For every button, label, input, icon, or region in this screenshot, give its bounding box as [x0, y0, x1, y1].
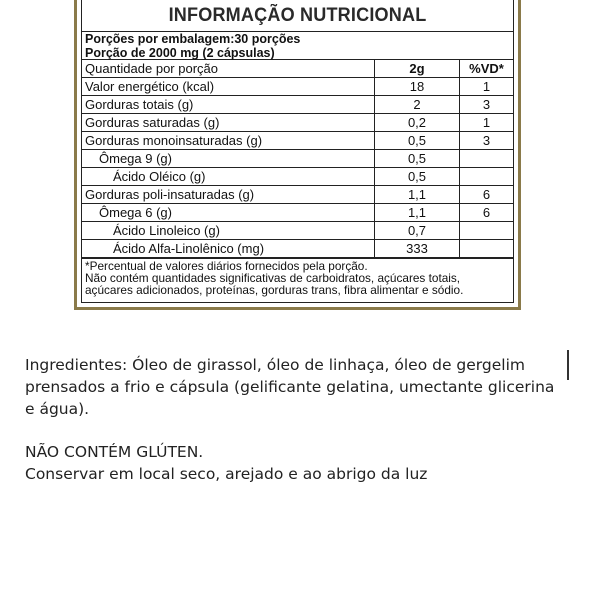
footnote-not-significant-2: açúcares adicionados, proteínas, gorduras trans, fibra alimentar e sódio. — [85, 283, 464, 297]
nutrient-name: Gorduras saturadas (g) — [82, 114, 375, 132]
table-row — [82, 132, 513, 150]
table-row — [82, 168, 513, 186]
table-row — [82, 240, 513, 258]
header-quantity: Quantidade por porção — [82, 60, 375, 78]
nutrient-vd: 3 — [460, 96, 514, 114]
nutrition-table — [82, 59, 513, 258]
nutrient-amount: 18 — [375, 78, 460, 96]
nutrient-name: Valor energético (kcal) — [82, 78, 375, 96]
nutrient-name: Ácido Oléico (g) — [82, 168, 375, 186]
nutrient-name: Gorduras poli-insaturadas (g) — [82, 186, 375, 204]
table-row — [82, 96, 513, 114]
nutrient-name: Ácido Alfa-Linolênico (mg) — [82, 240, 375, 258]
footnote-vd: *Percentual de valores diários fornecidos pela porção. — [85, 259, 368, 273]
serving-info — [82, 31, 513, 59]
nutrient-amount: 1,1 — [375, 204, 460, 222]
nutrient-name: Gorduras totais (g) — [82, 96, 375, 114]
nutrient-amount: 2 — [375, 96, 460, 114]
header-vd: %VD* — [460, 60, 514, 78]
table-row — [82, 222, 513, 240]
table-row — [82, 204, 513, 222]
nutrient-vd: 1 — [460, 78, 514, 96]
nutrient-vd: 6 — [460, 186, 514, 204]
table-row — [82, 114, 513, 132]
ingredients-text: Ingredientes: Óleo de girassol, óleo de linhaça, óleo de gergelim prensados a frio e cápsula (gelificante gelatina, umectante glicerina e água). — [25, 356, 555, 418]
nutrition-label — [74, 0, 521, 310]
nutrient-amount: 333 — [375, 240, 460, 258]
nutrient-amount: 1,1 — [375, 186, 460, 204]
table-row — [82, 186, 513, 204]
nutrition-label-inner — [81, 0, 514, 303]
text-cursor — [567, 350, 569, 380]
nutrient-amount: 0,5 — [375, 168, 460, 186]
nutrient-name: Ácido Linoleico (g) — [82, 222, 375, 240]
gluten-notice: NÃO CONTÉM GLÚTEN. — [25, 443, 204, 461]
nutrient-vd — [460, 222, 514, 240]
nutrient-amount: 0,5 — [375, 132, 460, 150]
nutrient-vd — [460, 168, 514, 186]
servings-per-package: Porções por embalagem:30 porções — [85, 32, 301, 46]
nutrient-name: Ômega 6 (g) — [82, 204, 375, 222]
nutrient-vd — [460, 240, 514, 258]
nutrient-name: Gorduras monoinsaturadas (g) — [82, 132, 375, 150]
header-amount: 2g — [375, 60, 460, 78]
table-header-row — [82, 60, 513, 78]
nutrient-amount: 0,7 — [375, 222, 460, 240]
serving-size: Porção de 2000 mg (2 cápsulas) — [85, 45, 275, 60]
nutrient-amount: 0,5 — [375, 150, 460, 168]
footnote-not-significant-1: Não contém quantidades significativas de carboidratos, açúcares totais, — [85, 271, 461, 285]
nutrient-vd — [460, 150, 514, 168]
table-row — [82, 78, 513, 96]
nutrient-vd: 3 — [460, 132, 514, 150]
nutrient-name: Ômega 9 (g) — [82, 150, 375, 168]
footnote — [82, 258, 513, 297]
storage-instructions: Conservar em local seco, arejado e ao abrigo da luz — [25, 465, 428, 483]
label-title: INFORMAÇÃO NUTRICIONAL — [168, 5, 427, 26]
nutrient-amount: 0,2 — [375, 114, 460, 132]
nutrient-vd: 1 — [460, 114, 514, 132]
table-row — [82, 150, 513, 168]
nutrient-vd: 6 — [460, 204, 514, 222]
